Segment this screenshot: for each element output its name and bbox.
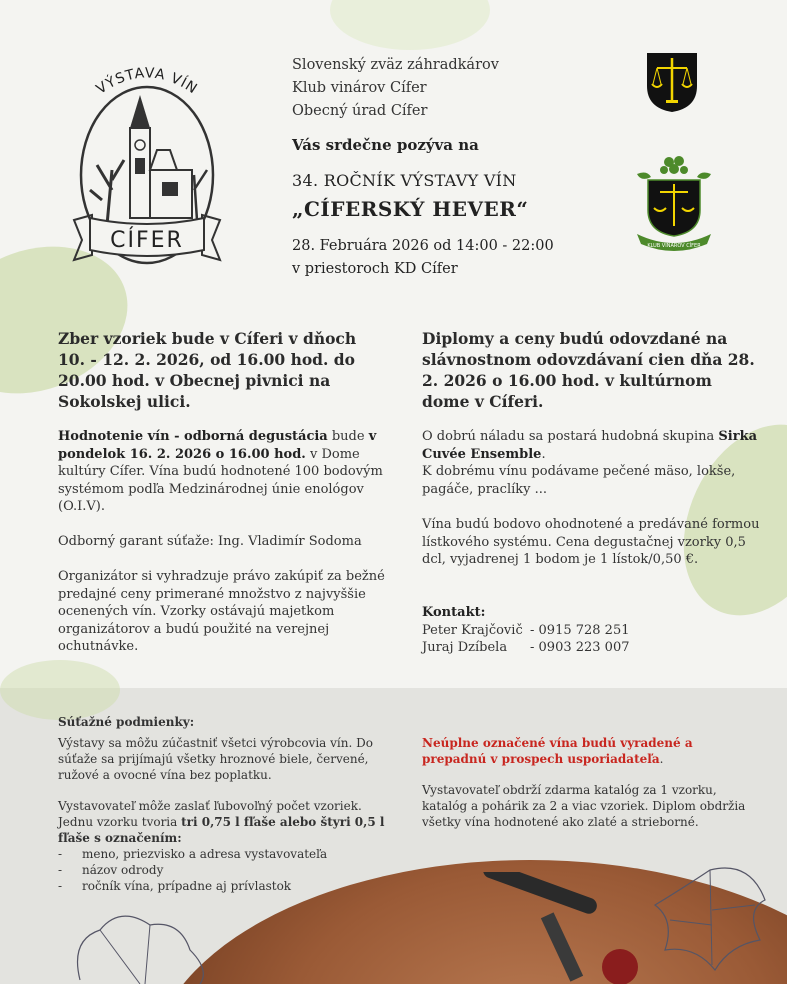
samples-paragraph: Vystavovateľ môže zaslať ľubovoľný počet vzoriek. Jednu vzorku tvoria tri 0,75 l fľaše alebo štyri 0,5 l fľaše s označením: - meno, priezvisko a adresa vystavovateľa - názov odrody - ročník vína, prípadne aj prívlastok: [58, 798, 388, 894]
music-food-paragraph: O dobrú náladu sa postará hudobná skupina Sirka Cuvée Ensemble. K dobrému vínu podávame pečené mäso, lokše, pagáče, praclíky ...: [422, 429, 758, 497]
warning-text: Neúplne označené vína budú vyradené a prepadnú v prospech usporiadateľa.: [422, 736, 693, 766]
evaluation-date-bold: v pondelok 16. 2. 2026 o 16.00 hod.: [58, 429, 377, 462]
guarantor-line: Odborný garant súťaže: Ing. Vladimír Sodoma: [58, 534, 362, 549]
grape-leaf-drawing: [640, 850, 780, 984]
event-place: v priestoroch KD Cífer: [292, 261, 458, 277]
event-edition: 34. ROČNÍK VÝSTAVY VÍN: [292, 171, 517, 190]
invite-line: Vás srdečne pozýva na: [292, 136, 479, 154]
catalog-paragraph: Vystavovateľ obdrží zdarma katalóg za 1 vzorku, katalóg a pohárik za 2 a viac vzoriek. Diplom obdržia všetky vína hodnotené ako zlaté a strieborné.: [422, 783, 746, 829]
list-item: - ročník vína, prípadne aj prívlastok: [58, 879, 292, 893]
crest-label: KLUB VINÁROV CÍFER: [647, 243, 701, 249]
grape-leaf-drawing: [60, 900, 220, 984]
organizers-list: [292, 54, 499, 123]
contact-row: [422, 639, 762, 657]
conditions-paragraph: Výstavy sa môžu zúčastniť všetci výrobcovia vín. Do súťaže sa prijímajú všetky hroznové biele, červené, ružové a ovocné vína bez poplatku.: [58, 736, 373, 782]
samples-bold: tri 0,75 l fľaše alebo štyri 0,5 l fľaše s označením:: [58, 815, 385, 845]
event-date: 28. Februára 2026 od 14:00 - 22:00: [292, 238, 554, 254]
green-wash: [0, 660, 120, 720]
awards-heading: Diplomy a ceny budú odovzdané na slávnostnom odovzdávaní cien dňa 28. 2. 2026 o 16.00 hod. v kultúrnom dome v Cíferi.: [422, 329, 755, 411]
wine-club-crest: [633, 152, 715, 252]
organizer-rights-paragraph: Organizátor si vyhradzuje právo zakúpiť za bežné predajné ceny primerané množstvo z najvyššie ocenených vín. Vzorky ostávajú majetkom organizátorov a budú použité na verejnej ochutnávke.: [58, 569, 385, 654]
contact-phone: - 0903 223 007: [530, 640, 630, 655]
evaluation-paragraph: Hodnotenie vín - odborná degustácia bude v pondelok 16. 2. 2026 o 16.00 hod. v Dome kultúry Cífer. Vína budú hodnotené 100 bodovým systémom podľa Medzinárodnej únie enológov (O.I.V).: [58, 429, 383, 514]
label-requirements-list: [58, 846, 388, 894]
event-title: „CÍFERSKÝ HEVER“: [292, 197, 529, 221]
contact-block: [422, 604, 762, 657]
contact-row: [422, 622, 762, 640]
village-crest: [644, 50, 700, 114]
evaluation-bold: Hodnotenie vín - odborná degustácia: [58, 429, 328, 444]
contact-name: Juraj Dzíbela: [422, 640, 508, 655]
band-name: Sirka Cuvée Ensemble: [422, 429, 758, 462]
logo-arc-text: VÝSTAVA VÍN: [93, 65, 201, 98]
logo-town: CÍFER: [110, 228, 184, 253]
conditions-heading: Súťažné podmienky:: [58, 715, 195, 729]
organizer: Slovenský zväz záhradkárov: [292, 57, 499, 73]
list-item: - názov odrody: [58, 863, 164, 877]
contact-phone: - 0915 728 251: [530, 622, 630, 638]
contact-label: Kontakt:: [422, 605, 486, 620]
collection-heading: Zber vzoriek bude v Cíferi v dňoch 10. - 12. 2. 2026, od 16.00 hod. do 20.00 hod. v Obecnej pivnici na Sokolskej ulici.: [58, 329, 357, 411]
church-spire: [130, 95, 150, 128]
corkscrew: [460, 872, 660, 984]
organizer: Klub vinárov Cífer: [292, 80, 427, 96]
list-item: - meno, priezvisko a adresa vystavovateľa: [58, 847, 328, 861]
organizer: Obecný úrad Cífer: [292, 103, 428, 119]
contact-name: Peter Krajčovič: [422, 622, 523, 638]
ticket-system-paragraph: Vína budú bodovo ohodnotené a predávané formou lístkového systému. Cena degustačnej vzorky 0,5 dcl, vyjadrenej 1 bodom je 1 lístok/0,50 €.: [422, 517, 760, 567]
vystava-vin-logo: [62, 50, 232, 265]
